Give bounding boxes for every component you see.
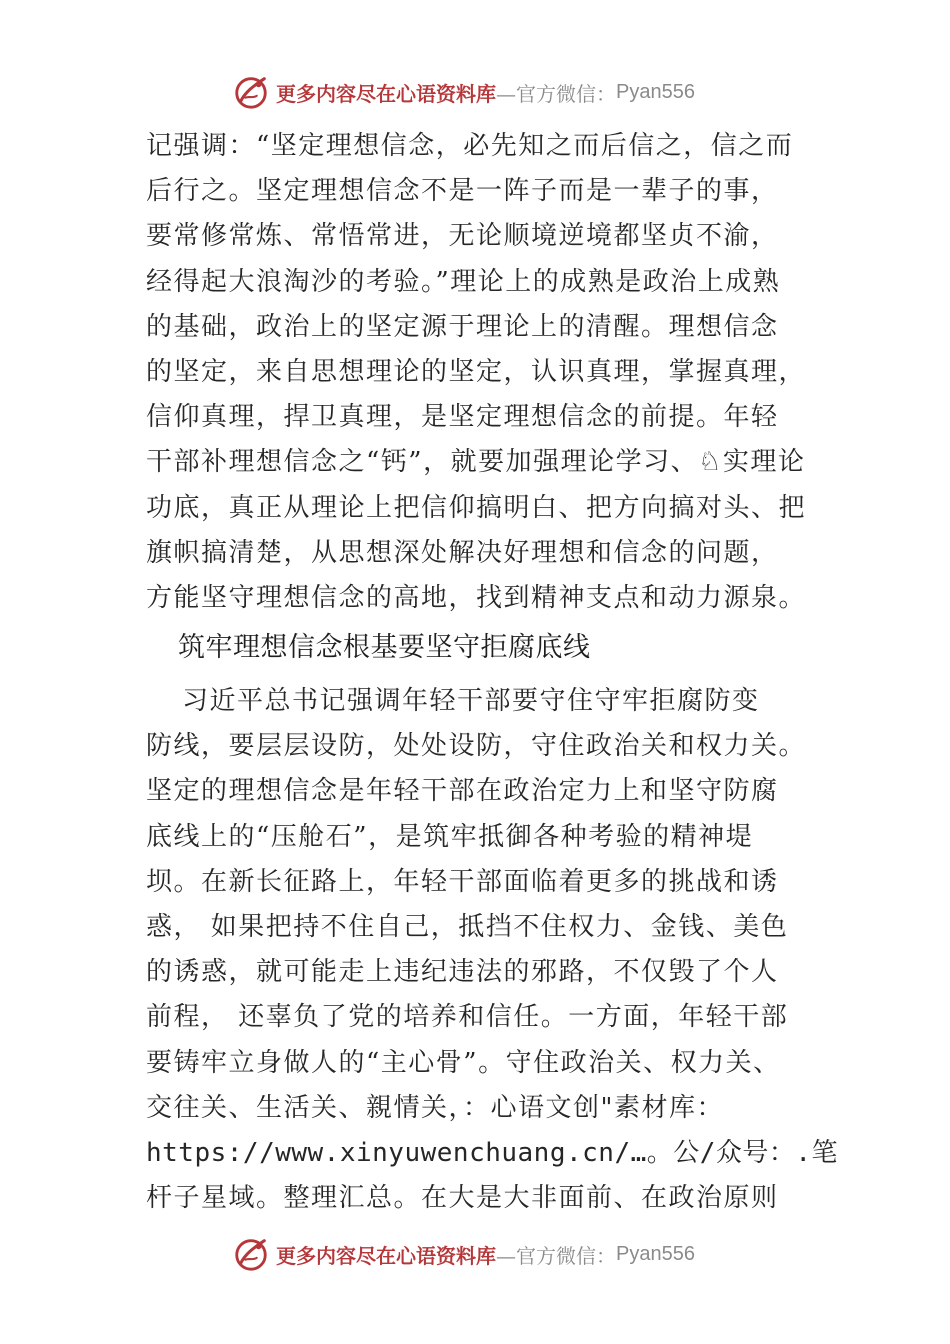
para1-line: 的坚定，来自思想理论的坚定，认识真理，掌握真理， <box>146 356 807 387</box>
footer-banner <box>232 1234 752 1274</box>
header-banner <box>232 72 752 112</box>
footer-wechat-label: —官方微信： <box>496 1243 616 1268</box>
para2-line: 的诱惑，就可能走上违纪违法的邪路，不仅毁了个人 <box>146 957 779 988</box>
para1-line: 功底，真正从理论上把信仰搞明白、把方向搞对头、把 <box>146 492 807 523</box>
brush-logo-icon <box>232 1235 270 1273</box>
para2-line: 防线，要层层设防，处处设防，守住政治关和权力关。 <box>146 731 807 762</box>
header-wechat-handle: Pyan556 <box>616 80 695 103</box>
para2-line: 惑， 如果把持不住自己，抵挡不住权力、金钱、美色 <box>146 912 789 942</box>
header-brand-text: 更多内容尽在心语资料库 <box>276 81 496 106</box>
para1-line: 的基础，政治上的坚定源于理论上的清醒。理想信念 <box>146 311 779 342</box>
para2-line: 坝。在新长征路上，年轻干部面临着更多的挑战和诱 <box>146 866 779 897</box>
para2-line: 交往关、生活关、親情关，：心语文创"素材库： <box>146 1092 724 1123</box>
para2-line: 底线上的“压舱石”，是筑牢抵御各种考验的精神堤 <box>146 821 754 852</box>
para2-url-line: https://www.xinyuwenchuang.cn/…。公/众号：.笔 <box>146 1137 839 1168</box>
footer-brand-text: 更多内容尽在心语资料库 <box>276 1243 496 1268</box>
para1-line: 旗帜搞清楚，从思想深处解决好理想和信念的问题， <box>146 537 779 568</box>
brush-logo-icon <box>232 73 270 111</box>
para2-line: 前程， 还辜负了党的培养和信任。一方面，年轻干部 <box>146 1002 789 1033</box>
para1-line: 记强调：“坚定理想信念，必先知之而后信之，信之而 <box>146 131 794 161</box>
document-body <box>146 124 839 1221</box>
para1-line: 后行之。坚定理想信念不是一阵子而是一辈子的事， <box>146 176 779 207</box>
para2-line: 要铸牢立身做人的“主心骨”。守住政治关、权力关、 <box>146 1047 781 1078</box>
para1-line: 方能坚守理想信念的高地，找到精神支点和动力源泉。 <box>146 582 807 613</box>
footer-wechat-handle: Pyan556 <box>616 1242 695 1265</box>
header-wechat-label: —官方微信： <box>496 81 616 106</box>
para1-line: 要常修常炼、常悟常进，无论顺境逆境都坚贞不渝， <box>146 221 779 252</box>
para1-line: 信仰真理，捍卫真理，是坚定理想信念的前提。年轻 <box>146 402 779 433</box>
para1-line: 经得起大浪淘沙的考验。”理论上的成熟是政治上成熟 <box>146 266 781 297</box>
para2-line: 坚定的理想信念是年轻干部在政治定力上和坚守防腐 <box>146 776 779 807</box>
para1-line: 干部补理想信念之“钙”，就要加强理论学习、♘实理论 <box>146 447 806 478</box>
para2-line: 杆子星域。整理汇总。在大是大非面前、在政治原则 <box>146 1183 779 1214</box>
section-heading: 筑牢理想信念根基要坚守拒腐底线 <box>178 632 591 663</box>
para2-line: 习近平总书记强调年轻干部要守住守牢拒腐防变 <box>182 686 760 717</box>
